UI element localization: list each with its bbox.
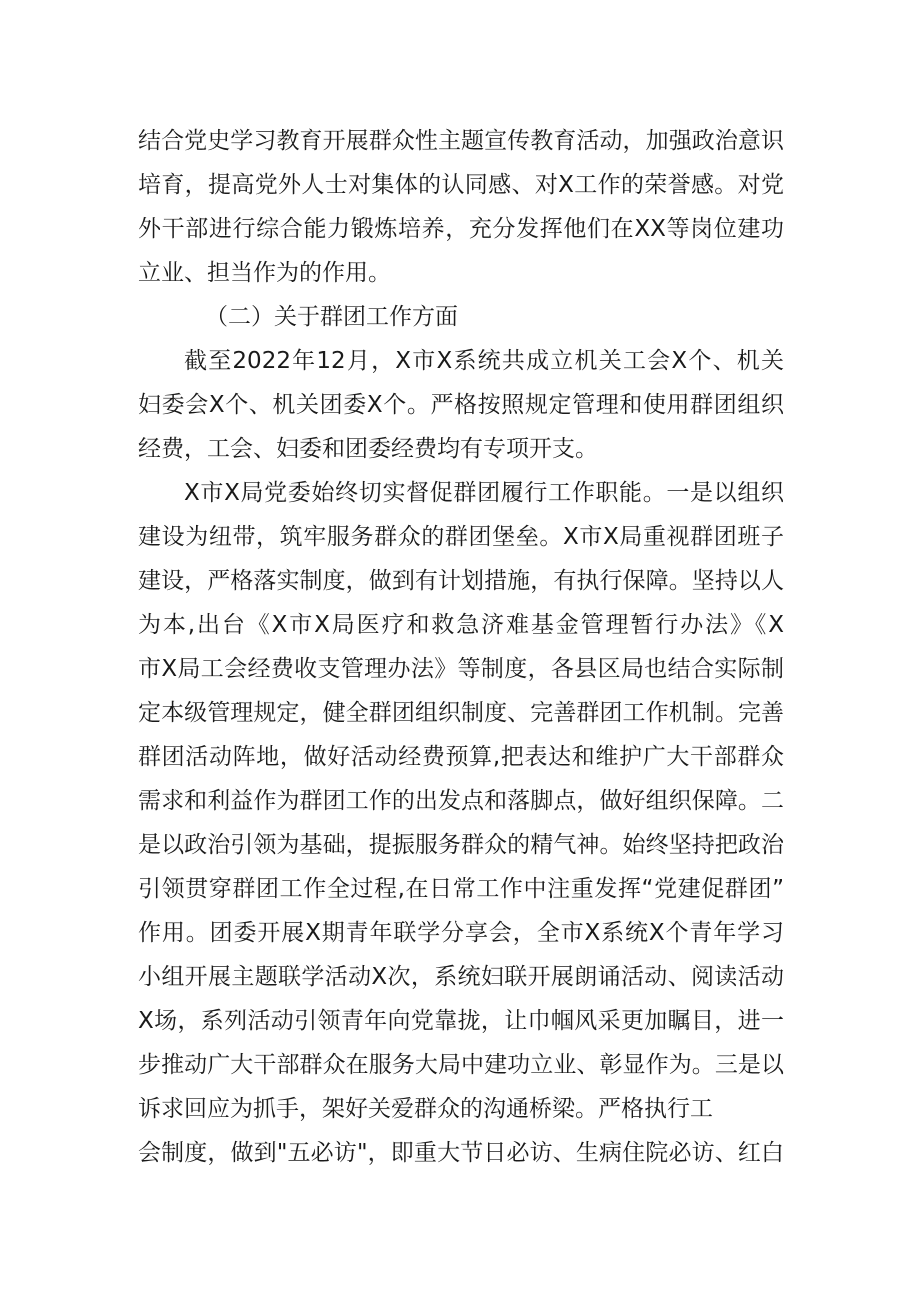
text-line-9: X市X局党委始终切实督促群团履行工作职能。一是以组织 [184,480,784,506]
text-line-2: 培育，提高党外人士对集体的认同感、对X工作的荣誉感。对党 [138,172,784,198]
text-line-14: 定本级管理规定，健全群团组织制度、完善群团工作机制。完善 [138,700,784,726]
text-line-7: 妇委会X个、机关团委X个。严格按照规定管理和使用群团组织 [138,392,784,418]
text-line-8: 经费，工会、妇委和团委经费均有专项开支。 [138,436,598,462]
text-line-1: 结合党史学习教育开展群众性主题宣传教育活动，加强政治意识 [138,128,784,154]
text-line-19: 作用。团委开展X期青年联学分享会，全市X系统X个青年学习 [138,920,784,946]
text-line-23: 诉求回应为抓手，架好关爱群众的沟通桥梁。严格执行工 [138,1096,713,1122]
text-line-10: 建设为纽带，筑牢服务群众的群团堡垒。X市X局重视群团班子 [138,524,784,550]
text-line-24: 会制度，做到"五必访"，即重大节日必访、生病住院必访、红白 [138,1140,784,1166]
section-heading: （二）关于群团工作方面 [205,304,458,330]
text-line-11: 建设，严格落实制度，做到有计划措施，有执行保障。坚持以人 [138,568,784,594]
text-line-17: 是以政治引领为基础，提振服务群众的精气神。始终坚持把政治 [138,832,784,858]
text-line-3: 外干部进行综合能力锻炼培养，充分发挥他们在XX等岗位建功 [138,216,784,242]
text-line-21: X场，系列活动引领青年向党靠拢，让巾帼风采更加瞩目，进一 [138,1008,784,1034]
text-line-20: 小组开展主题联学活动X次，系统妇联开展朗诵活动、阅读活动 [138,964,784,990]
text-line-6: 截至2022年12月，X市X系统共成立机关工会X个、机关 [184,348,784,374]
text-line-22: 步推动广大干部群众在服务大局中建功立业、彰显作为。三是以 [138,1052,784,1078]
text-line-12: 为本,出台《X市X局医疗和救急济难基金管理暂行办法》《X [138,612,784,638]
text-line-15: 群团活动阵地，做好活动经费预算,把表达和维护广大干部群众 [138,744,784,770]
text-line-4: 立业、担当作为的作用。 [138,260,391,286]
text-line-18: 引领贯穿群团工作全过程,在日常工作中注重发挥“党建促群团” [138,876,784,902]
text-line-16: 需求和利益作为群团工作的出发点和落脚点，做好组织保障。二 [138,788,784,814]
text-line-13: 市X局工会经费收支管理办法》等制度，各县区局也结合实际制 [138,656,784,682]
